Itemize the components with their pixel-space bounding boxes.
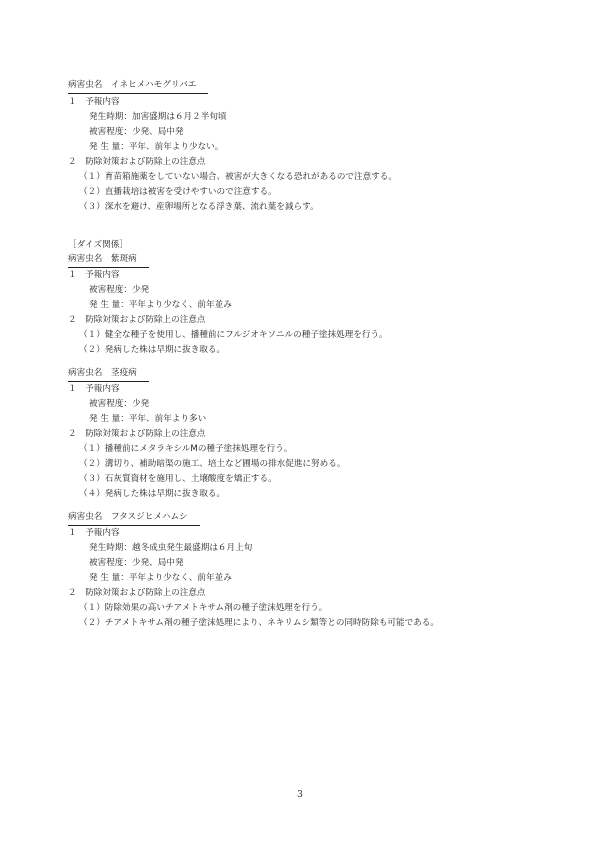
occurrence-amount: 発 生 量：平年より少なく、前年並み <box>89 300 232 310</box>
occurrence-amount: 発 生 量：平年、前年より少ない。 <box>89 142 224 152</box>
control-item: （３）深水を避け、産卵場所となる浮き葉、流れ葉を減らす。 <box>79 202 319 212</box>
control-item: （１）育苗箱施薬をしていない場合、被害が大きくなる恐れがあるので注意する。 <box>79 172 397 182</box>
damage-level: 被害程度：少発 <box>89 399 150 409</box>
category-heading-soybean: ［ダイズ関係］ <box>68 240 128 250</box>
occurrence-amount: 発 生 量：平年、前年より多い <box>89 414 207 424</box>
section-title-ine-hime-hamoguri: 病害虫名 イネヒメハモグリバエ <box>68 78 208 94</box>
forecast-heading: １ 予報内容 <box>68 97 120 107</box>
occurrence-period: 発生時期：越冬成虫発生最盛期は６月上旬 <box>89 543 253 553</box>
control-item: （３）石灰質資材を施用し、土壌酸度を矯正する。 <box>79 474 277 484</box>
control-item: （４）発病した株は早期に抜き取る。 <box>79 489 226 499</box>
control-heading: ２ 防除対策および防除上の注意点 <box>68 588 206 598</box>
damage-level: 被害程度：少発、局中発 <box>89 558 184 568</box>
occurrence-period: 発生時期：加害盛期は６月２半旬頃 <box>89 112 227 122</box>
control-item: （１）防除効果の高いチアメトキサム剤の種子塗沫処理を行う。 <box>79 603 328 613</box>
control-item: （２）発病した株は早期に抜き取る。 <box>79 345 226 355</box>
section-title-purple-stain: 病害虫名 紫斑病 <box>68 252 149 268</box>
control-item: （２）直播栽培は被害を受けやすいので注意する。 <box>79 187 277 197</box>
forecast-heading: １ 予報内容 <box>68 384 120 394</box>
damage-level: 被害程度：少発、局中発 <box>89 127 184 137</box>
control-item: （１）播種前にメタラキシルMの種子塗抹処理を行う。 <box>79 444 293 454</box>
forecast-heading: １ 予報内容 <box>68 270 120 280</box>
section-title-stem-blight: 病害虫名 茎疫病 <box>68 366 149 382</box>
page-number: 3 <box>297 790 303 800</box>
damage-level: 被害程度：少発 <box>89 285 150 295</box>
control-heading: ２ 防除対策および防除上の注意点 <box>68 157 206 167</box>
control-item: （２）チアメトキサム剤の種子塗沫処理により、ネキリムシ類等との同時防除も可能である。 <box>79 618 439 628</box>
forecast-heading: １ 予報内容 <box>68 528 120 538</box>
section-title-futasuji-hime-hamushi: 病害虫名 フタスジヒメハムシ <box>68 510 200 526</box>
control-item: （１）健全な種子を使用し、播種前にフルジオキソニルの種子塗抹処理を行う。 <box>79 330 388 340</box>
control-heading: ２ 防除対策および防除上の注意点 <box>68 315 206 325</box>
control-item: （２）溝切り、補助暗渠の施工、培土など圃場の排水促進に努める。 <box>79 459 346 469</box>
control-heading: ２ 防除対策および防除上の注意点 <box>68 429 206 439</box>
occurrence-amount: 発 生 量：平年より少なく、前年並み <box>89 573 232 583</box>
